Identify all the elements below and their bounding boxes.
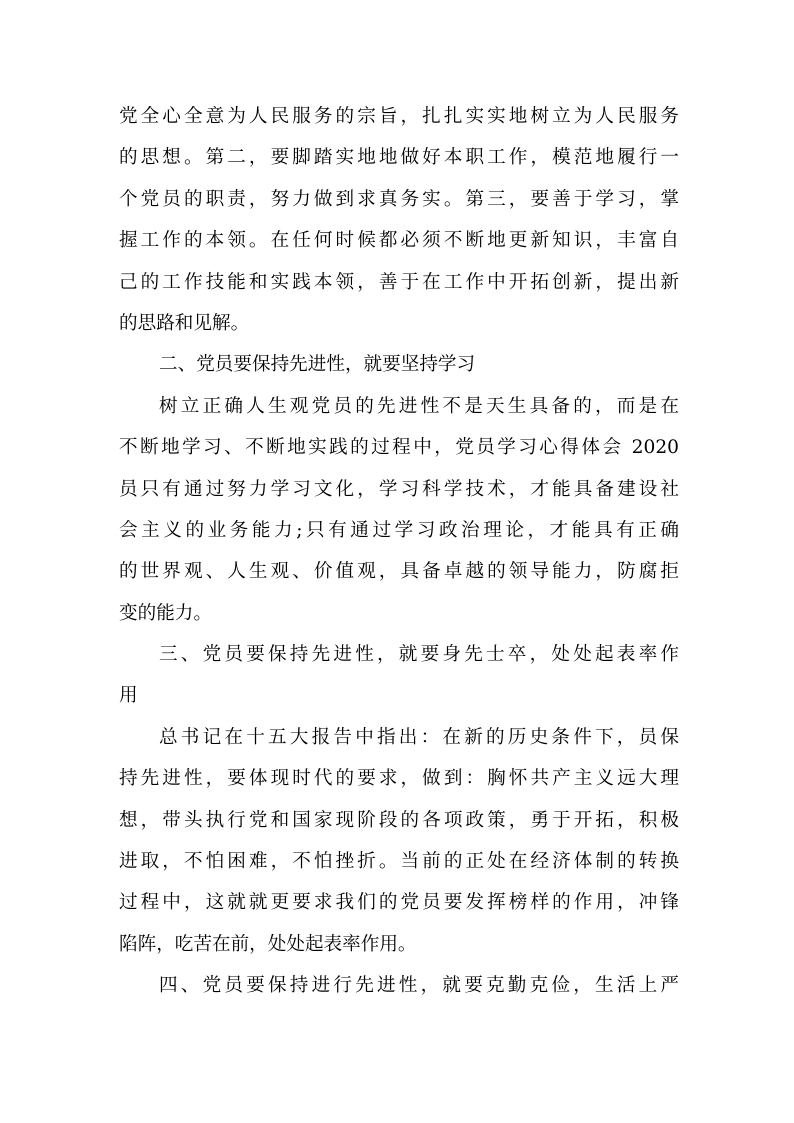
section-heading-3: 三、党员要保持先进性，就要身先士卒，处处起表率作 bbox=[159, 644, 679, 666]
text-line: 变的能力。 bbox=[119, 602, 212, 624]
text-line: 员只有通过努力学习文化，学习科学技术，才能具备建设社 bbox=[119, 478, 679, 500]
section-heading-4: 四、党员要保持进行先进性，就要克勤克俭，生活上严 bbox=[159, 975, 679, 997]
text-line: 的思路和见解。 bbox=[119, 312, 250, 334]
text-line: 持先进性，要体现时代的要求，做到：胸怀共产主义远大理 bbox=[119, 768, 679, 790]
text-line: 会主义的业务能力;只有通过学习政治理论，才能具有正确 bbox=[119, 519, 679, 541]
text-line: 过程中，这就就更要求我们的党员要发挥榜样的作用，冲锋 bbox=[119, 892, 679, 914]
section-heading-2: 二、党员要保持先进性，就要坚持学习 bbox=[159, 354, 476, 376]
text-line: 进取，不怕困难，不怕挫折。当前的正处在经济体制的转换 bbox=[119, 851, 679, 873]
text-line: 树立正确人生观党员的先进性不是天生具备的，而是在 bbox=[159, 395, 679, 417]
text-line: 总书记在十五大报告中指出：在新的历史条件下，员保 bbox=[159, 726, 679, 748]
text-line: 己的工作技能和实践本领，善于在工作中开拓创新，提出新 bbox=[119, 271, 679, 293]
text-line: 想，带头执行党和国家现阶段的各项政策，勇于开拓，积极 bbox=[119, 809, 679, 831]
text-line: 党全心全意为人民服务的宗旨，扎扎实实地树立为人民服务 bbox=[119, 106, 679, 127]
text-line: 个党员的职责，努力做到求真务实。第三，要善于学习，掌 bbox=[119, 188, 679, 210]
text-line: 不断地学习、不断地实践的过程中，党员学习心得体会 2020 bbox=[119, 437, 679, 459]
text-line: 的思想。第二，要脚踏实地地做好本职工作，模范地履行一 bbox=[119, 147, 679, 169]
text-line: 的世界观、人生观、价值观，具备卓越的领导能力，防腐拒 bbox=[119, 561, 679, 583]
text-line: 陷阵，吃苦在前，处处起表率作用。 bbox=[119, 933, 417, 955]
section-heading-3-cont: 用 bbox=[119, 685, 138, 707]
text-line: 握工作的本领。在任何时候都必须不断地更新知识，丰富自 bbox=[119, 230, 679, 252]
document-body bbox=[119, 96, 679, 1007]
